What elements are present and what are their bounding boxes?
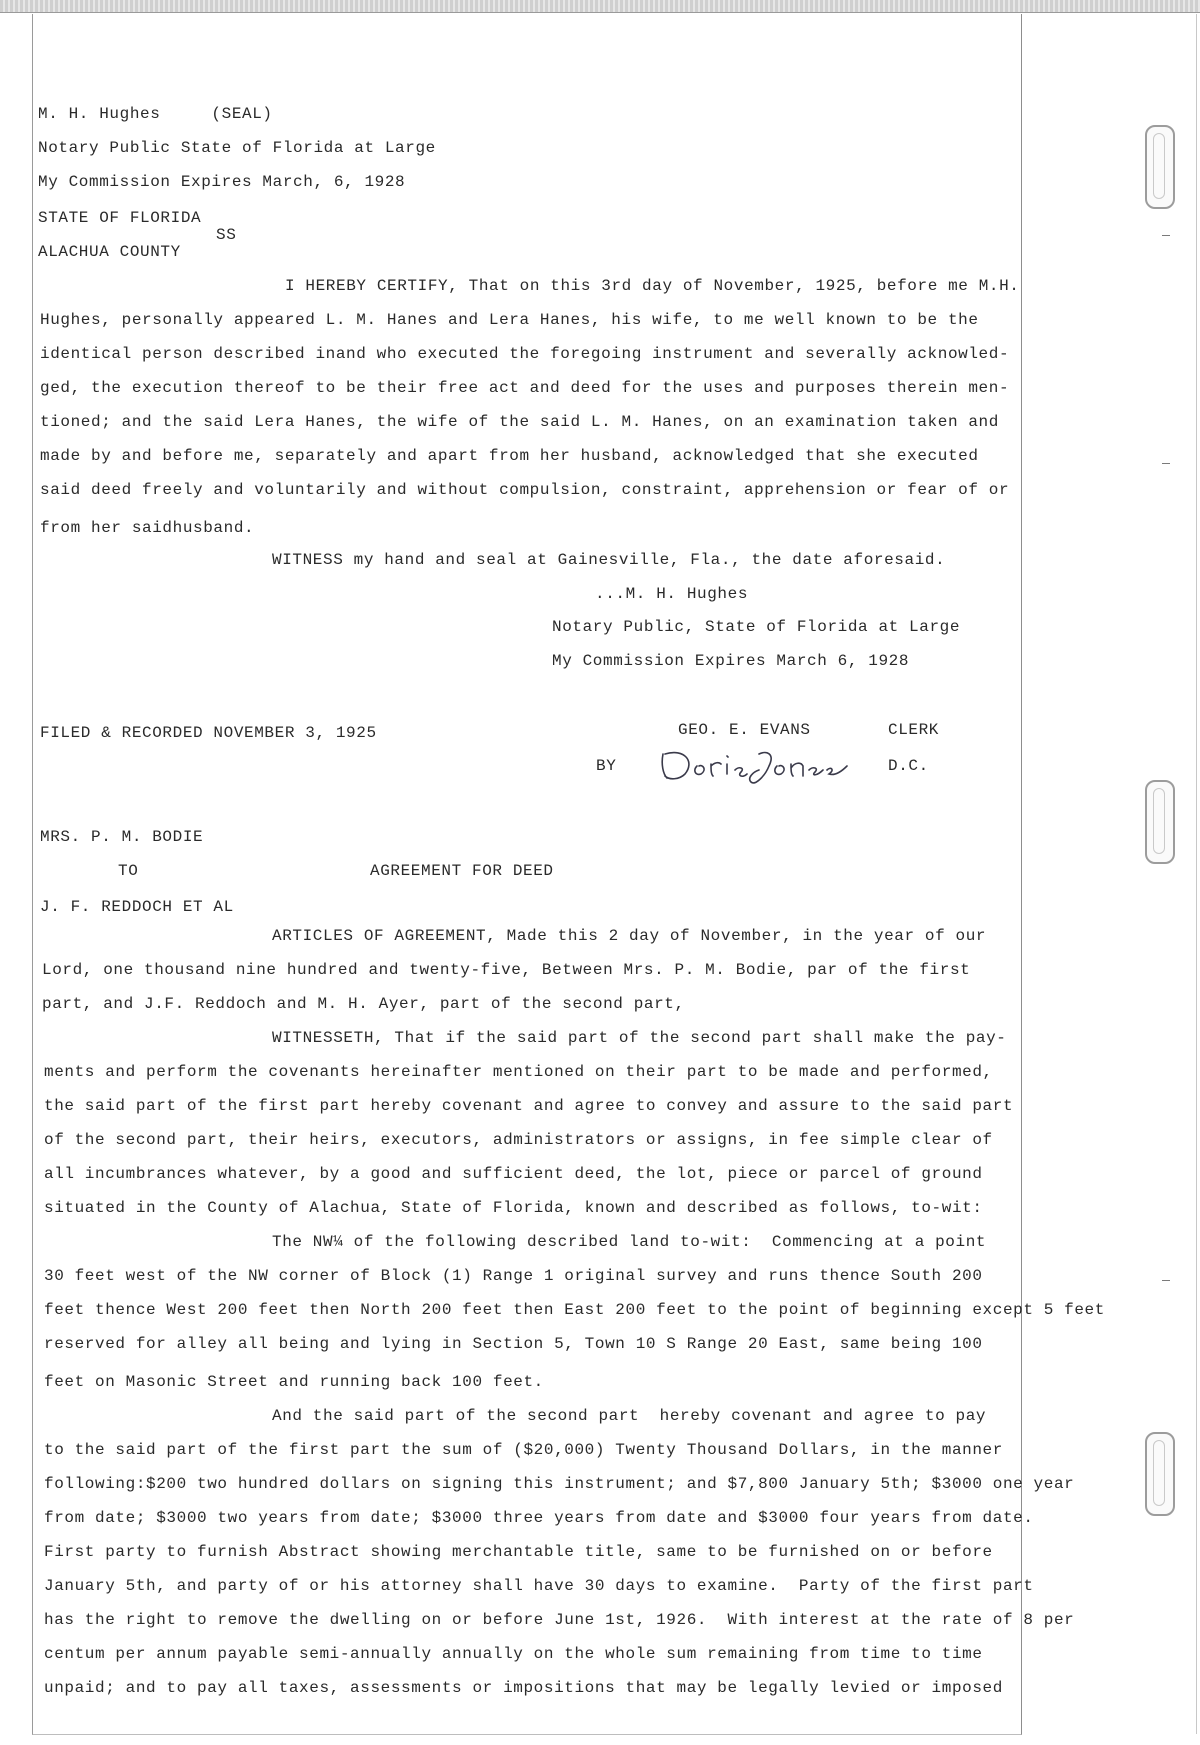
venue-county: ALACHUA COUNTY (38, 243, 181, 261)
clerk-name: GEO. E. EVANS (678, 721, 811, 739)
filed-recorded: FILED & RECORDED NOVEMBER 3, 1925 (40, 724, 377, 742)
margin-tick (1162, 463, 1170, 464)
certificate-line: tioned; and the said Lera Hanes, the wife of the said L. M. Hanes, on an examination taken and (40, 413, 999, 431)
agreement-line: centum per annum payable semi-annually annually on the whole sum remaining from time to time (44, 1645, 983, 1663)
certificate-line: from her saidhusband. (40, 519, 255, 537)
agreement-line: 30 feet west of the NW corner of Block (1) Range 1 original survey and runs thence South 200 (44, 1267, 983, 1285)
binder-ring-hole (1145, 780, 1175, 864)
certificate-line: I HEREBY CERTIFY, That on this 3rd day of November, 1925, before me M.H. (285, 277, 1020, 295)
clerk-title: CLERK (888, 721, 940, 739)
agreement-line: Lord, one thousand nine hundred and twenty-five, Between Mrs. P. M. Bodie, par of the first (42, 961, 971, 979)
agreement-line: feet thence West 200 feet then North 200 feet then East 200 feet to the point of beginning except 5 feet (44, 1301, 1105, 1319)
margin-tick (1162, 1280, 1170, 1281)
handwritten-signature (655, 740, 855, 788)
agreement-line: unpaid; and to pay all taxes, assessments or impositions that may be legally levied or imposed (44, 1679, 1003, 1697)
binder-ring-hole (1145, 125, 1175, 209)
agreement-title: AGREEMENT FOR DEED (370, 862, 554, 880)
notary-signature: ...M. H. Hughes (595, 585, 749, 603)
agreement-line: part, and J.F. Reddoch and M. H. Ayer, part of the second part, (42, 995, 685, 1013)
binder-ring-hole (1145, 1432, 1175, 1516)
agreement-line: ments and perform the covenants hereinafter mentioned on their part to be made and performed, (44, 1063, 993, 1081)
agreement-line: ARTICLES OF AGREEMENT, Made this 2 day of November, in the year of our (272, 927, 987, 945)
notary-title-line: Notary Public State of Florida at Large (38, 139, 436, 157)
venue-ss: SS (216, 226, 237, 244)
witness-line: WITNESS my hand and seal at Gainesville, Fla., the date aforesaid. (272, 551, 946, 569)
agreement-line: of the second part, their heirs, executors, administrators or assigns, in fee simple clear of (44, 1131, 993, 1149)
agreement-line: situated in the County of Alachua, State of Florida, known and described as follows, to-wit: (44, 1199, 983, 1217)
party-second: J. F. REDDOCH ET AL (40, 898, 234, 916)
notary-name-line: M. H. Hughes (SEAL) (38, 105, 273, 123)
agreement-line: January 5th, and party of or his attorney shall have 30 days to examine. Party of the first part (44, 1577, 1034, 1595)
certificate-line: Hughes, personally appeared L. M. Hanes and Lera Hanes, his wife, to me well known to be the (40, 311, 979, 329)
agreement-line: The NW¼ of the following described land to-wit: Commencing at a point (272, 1233, 987, 1251)
agreement-line: from date; $3000 two years from date; $3000 three years from date and $3000 four years from date. (44, 1509, 1034, 1527)
margin-rule (1196, 14, 1197, 1734)
certificate-line: said deed freely and voluntarily and without compulsion, constraint, apprehension or fear of or (40, 481, 1010, 499)
agreement-line: the said part of the first part hereby covenant and agree to convey and assure to the said part (44, 1097, 1014, 1115)
notary-signature-title: Notary Public, State of Florida at Large (552, 618, 961, 636)
to-label: TO (118, 862, 139, 880)
party-first: MRS. P. M. BODIE (40, 828, 204, 846)
agreement-line: And the said part of the second part hereby covenant and agree to pay (272, 1407, 987, 1425)
agreement-line: has the right to remove the dwelling on or before June 1st, 1926. With interest at the rate of 8 per (44, 1611, 1075, 1629)
agreement-line: all incumbrances whatever, by a good and sufficient deed, the lot, piece or parcel of ground (44, 1165, 983, 1183)
agreement-line: to the said part of the first part the sum of ($20,000) Twenty Thousand Dollars, in the manner (44, 1441, 1003, 1459)
venue-state: STATE OF FLORIDA (38, 209, 202, 227)
deputy-clerk-label: D.C. (888, 757, 929, 775)
agreement-line: following:$200 two hundred dollars on signing this instrument; and $7,800 January 5th; $3000 one year (44, 1475, 1075, 1493)
agreement-line: WITNESSETH, That if the said part of the second part shall make the pay- (272, 1029, 1007, 1047)
agreement-line: First party to furnish Abstract showing merchantable title, same to be furnished on or before (44, 1543, 993, 1561)
certificate-line: made by and before me, separately and apart from her husband, acknowledged that she executed (40, 447, 979, 465)
agreement-line: feet on Masonic Street and running back 100 feet. (44, 1373, 544, 1391)
notary-commission-line: My Commission Expires March, 6, 1928 (38, 173, 406, 191)
scan-top-border (0, 0, 1200, 13)
agreement-line: reserved for alley all being and lying in Section 5, Town 10 S Range 20 East, same being 100 (44, 1335, 983, 1353)
certificate-line: identical person described inand who executed the foregoing instrument and severally acknowled- (40, 345, 1010, 363)
by-label: BY (596, 757, 617, 775)
certificate-line: ged, the execution thereof to be their free act and deed for the uses and purposes therein men- (40, 379, 1010, 397)
notary-signature-commission: My Commission Expires March 6, 1928 (552, 652, 910, 670)
margin-tick (1162, 235, 1170, 236)
